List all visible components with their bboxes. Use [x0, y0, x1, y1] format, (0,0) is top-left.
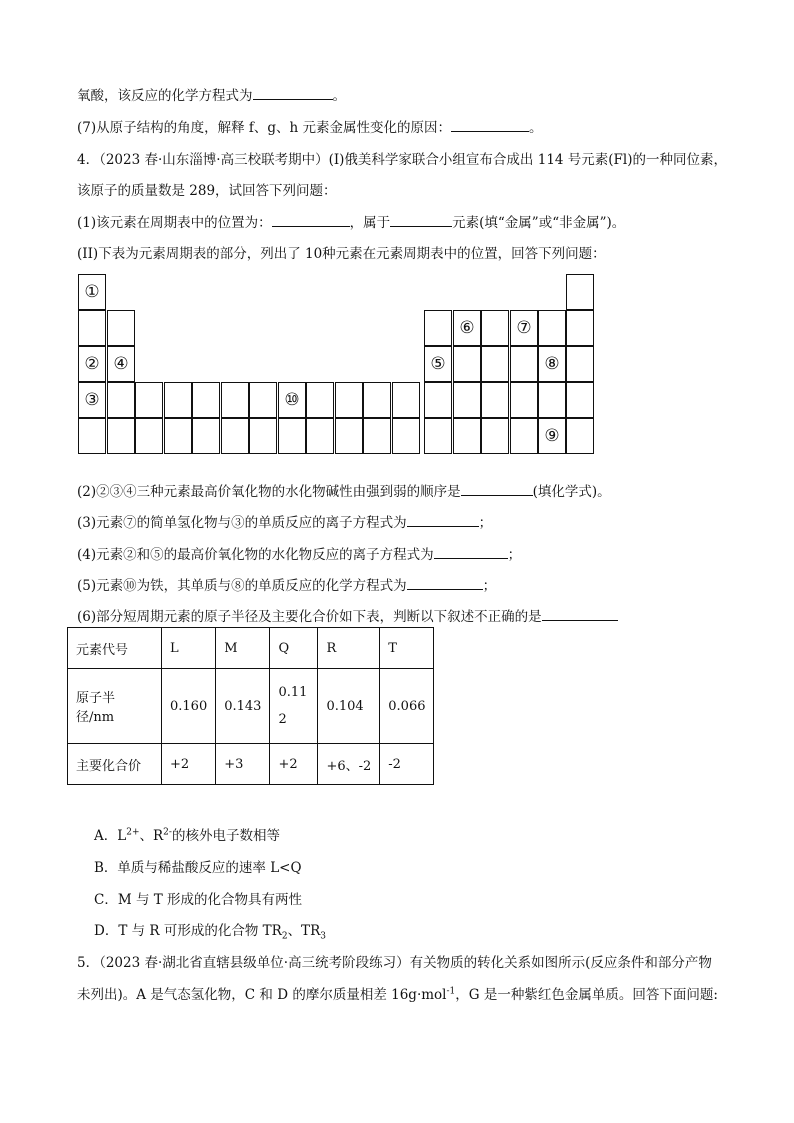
pt-cell — [107, 382, 135, 418]
table-cell: +6、-2 — [318, 744, 380, 785]
table-header-cell: 元素代号 — [68, 628, 162, 669]
text: D．T 与 R 可形成的化合物 TR — [94, 923, 282, 939]
pt-cell — [566, 346, 594, 382]
table-header-cell: Q — [270, 628, 318, 669]
text: (6)部分短周期元素的原子半径及主要化合价如下表，判断以下叙述不正确的是 — [77, 609, 542, 625]
pt-cell: ⑥ — [453, 310, 481, 346]
pt-cell — [164, 418, 192, 454]
pt-cell — [510, 418, 538, 454]
table-row — [68, 669, 434, 744]
table-header-cell: T — [380, 628, 434, 669]
text: ，属于 — [349, 215, 391, 231]
pt-cell: ⑤ — [424, 346, 452, 382]
answer-blank[interactable] — [272, 212, 350, 227]
pt-cell — [566, 382, 594, 418]
text: ； — [507, 547, 522, 563]
superscript: 2+ — [126, 827, 140, 838]
table-header-cell: R — [318, 628, 380, 669]
pt-cell — [192, 382, 220, 418]
pt-cell: ③ — [78, 382, 106, 418]
text-line: 该原子的质量数是 289，试回答下列问题： — [77, 183, 337, 199]
text-line — [77, 480, 611, 500]
text: (填化学式)。 — [532, 484, 611, 500]
text-line: (II)下表为元素周期表的部分，列出了 10种元素在元素周期表中的位置，回答下列问题： — [77, 246, 606, 262]
table-header-cell: L — [162, 628, 216, 669]
text-line — [77, 983, 718, 1003]
pt-cell — [135, 418, 163, 454]
pt-cell — [135, 382, 163, 418]
pt-cell — [249, 418, 277, 454]
pt-cell — [78, 418, 106, 454]
pt-cell — [392, 382, 420, 418]
pt-cell: ⑧ — [538, 346, 566, 382]
pt-cell — [335, 382, 363, 418]
table-cell: 0.160 — [162, 669, 216, 744]
text-line — [77, 543, 521, 563]
text: 。 — [529, 120, 543, 136]
option-a[interactable] — [94, 824, 280, 844]
pt-cell — [221, 418, 249, 454]
option-b[interactable]: B．单质与稀盐酸反应的速率 L<Q — [94, 860, 302, 876]
text: 。 — [332, 88, 346, 104]
text: ，G 是一种紫红色金属单质。回答下面问题: — [455, 987, 718, 1003]
text: 、R — [139, 828, 164, 844]
pt-cell — [481, 346, 509, 382]
pt-cell — [392, 418, 420, 454]
table-cell: 0.104 — [318, 669, 380, 744]
text: ； — [478, 515, 493, 531]
text: (7)从原子结构的角度，解释 f、g、h 元素金属性变化的原因： — [77, 120, 452, 136]
text: (1)该元素在周期表中的位置为： — [77, 215, 272, 231]
text: (4)元素②和⑤的最高价氧化物的水化物反应的离子方程式为 — [77, 547, 434, 563]
pt-cell — [453, 382, 481, 418]
periodic-table — [78, 274, 595, 458]
pt-cell — [510, 346, 538, 382]
text: (5)元素⑩为铁，其单质与⑧的单质反应的化学方程式为 — [77, 578, 407, 594]
pt-cell — [538, 310, 566, 346]
table-cell: -2 — [380, 744, 434, 785]
pt-cell — [481, 382, 509, 418]
pt-cell — [335, 418, 363, 454]
table-cell: 0.143 — [216, 669, 270, 744]
subscript: 2 — [281, 931, 288, 942]
pt-cell: ② — [78, 346, 106, 382]
table-cell — [270, 669, 318, 744]
answer-blank[interactable] — [451, 117, 529, 132]
answer-blank[interactable] — [434, 544, 508, 559]
pt-cell — [107, 418, 135, 454]
answer-blank[interactable] — [390, 212, 452, 227]
answer-blank[interactable] — [407, 575, 483, 590]
table-header-cell: M — [216, 628, 270, 669]
pt-cell — [424, 418, 452, 454]
text-line — [77, 211, 625, 231]
pt-cell — [164, 382, 192, 418]
answer-blank[interactable] — [407, 512, 479, 527]
question-header: 4．（2023 春·山东淄博·高三校联考期中）(I)俄美科学家联合小组宣布合成出 114 号元素(Fl)的一种同位素， — [77, 152, 728, 168]
pt-cell — [192, 418, 220, 454]
table-cell: +2 — [162, 744, 216, 785]
pt-cell — [107, 310, 135, 346]
pt-cell: ① — [78, 274, 106, 310]
pt-cell: ⑩ — [278, 382, 306, 418]
option-c[interactable]: C．M 与 T 形成的化合物具有两性 — [94, 892, 303, 908]
pt-cell — [78, 310, 106, 346]
subscript: 3 — [320, 931, 326, 942]
element-data-table — [67, 627, 434, 785]
table-cell-text: 2 — [278, 712, 287, 727]
pt-cell — [249, 382, 277, 418]
text: (2)②③④三种元素最高价氧化物的水化物碱性由强到弱的顺序是 — [77, 484, 461, 500]
text-line — [77, 116, 543, 136]
pt-cell — [566, 418, 594, 454]
table-row — [68, 628, 434, 669]
pt-cell — [566, 310, 594, 346]
pt-cell — [363, 382, 391, 418]
table-cell: 0.066 — [380, 669, 434, 744]
pt-cell — [538, 382, 566, 418]
answer-blank[interactable] — [461, 481, 533, 496]
text: A．L — [94, 828, 127, 844]
text: (3)元素⑦的简单氢化物与③的单质反应的离子方程式为 — [77, 515, 407, 531]
option-d[interactable] — [94, 919, 326, 942]
answer-blank[interactable] — [542, 606, 618, 621]
text: ； — [482, 578, 497, 594]
pt-cell — [278, 418, 306, 454]
answer-blank[interactable] — [253, 85, 333, 100]
text: 元素(填“金属”或“非金属”)。 — [452, 215, 626, 231]
text-line — [77, 84, 346, 104]
text: 、TR — [287, 923, 321, 939]
pt-cell — [453, 346, 481, 382]
pt-cell — [481, 418, 509, 454]
pt-cell — [510, 382, 538, 418]
question-header: 5．（2023 春·湖北省直辖县级单位·高三统考阶段练习）有关物质的转化关系如图所示(反应条件和部分产物 — [77, 955, 712, 971]
pt-cell — [363, 418, 391, 454]
text: 氧酸，该反应的化学方程式为 — [77, 88, 253, 104]
superscript: 2- — [163, 827, 172, 838]
table-cell: 原子半径/nm — [68, 669, 162, 744]
pt-cell — [221, 382, 249, 418]
pt-cell: ⑦ — [510, 310, 538, 346]
text: 的核外电子数相等 — [171, 828, 280, 844]
superscript: -1 — [446, 986, 456, 997]
text-line — [77, 511, 492, 531]
pt-cell — [424, 310, 452, 346]
table-cell: +2 — [270, 744, 318, 785]
pt-cell — [453, 418, 481, 454]
pt-cell — [424, 382, 452, 418]
text: 未列出)。A 是气态氢化物，C 和 D 的摩尔质量相差 16g·mol — [77, 987, 447, 1003]
text-line — [77, 605, 618, 625]
pt-cell — [481, 310, 509, 346]
pt-cell — [306, 418, 334, 454]
table-row — [68, 744, 434, 785]
pt-cell: ④ — [107, 346, 135, 382]
table-cell: 主要化合价 — [68, 744, 162, 785]
pt-cell — [566, 274, 594, 310]
pt-cell — [306, 382, 334, 418]
pt-cell: ⑨ — [538, 418, 566, 454]
table-cell-text: 0.11 — [278, 685, 308, 700]
text-line — [77, 574, 496, 594]
table-cell: +3 — [216, 744, 270, 785]
